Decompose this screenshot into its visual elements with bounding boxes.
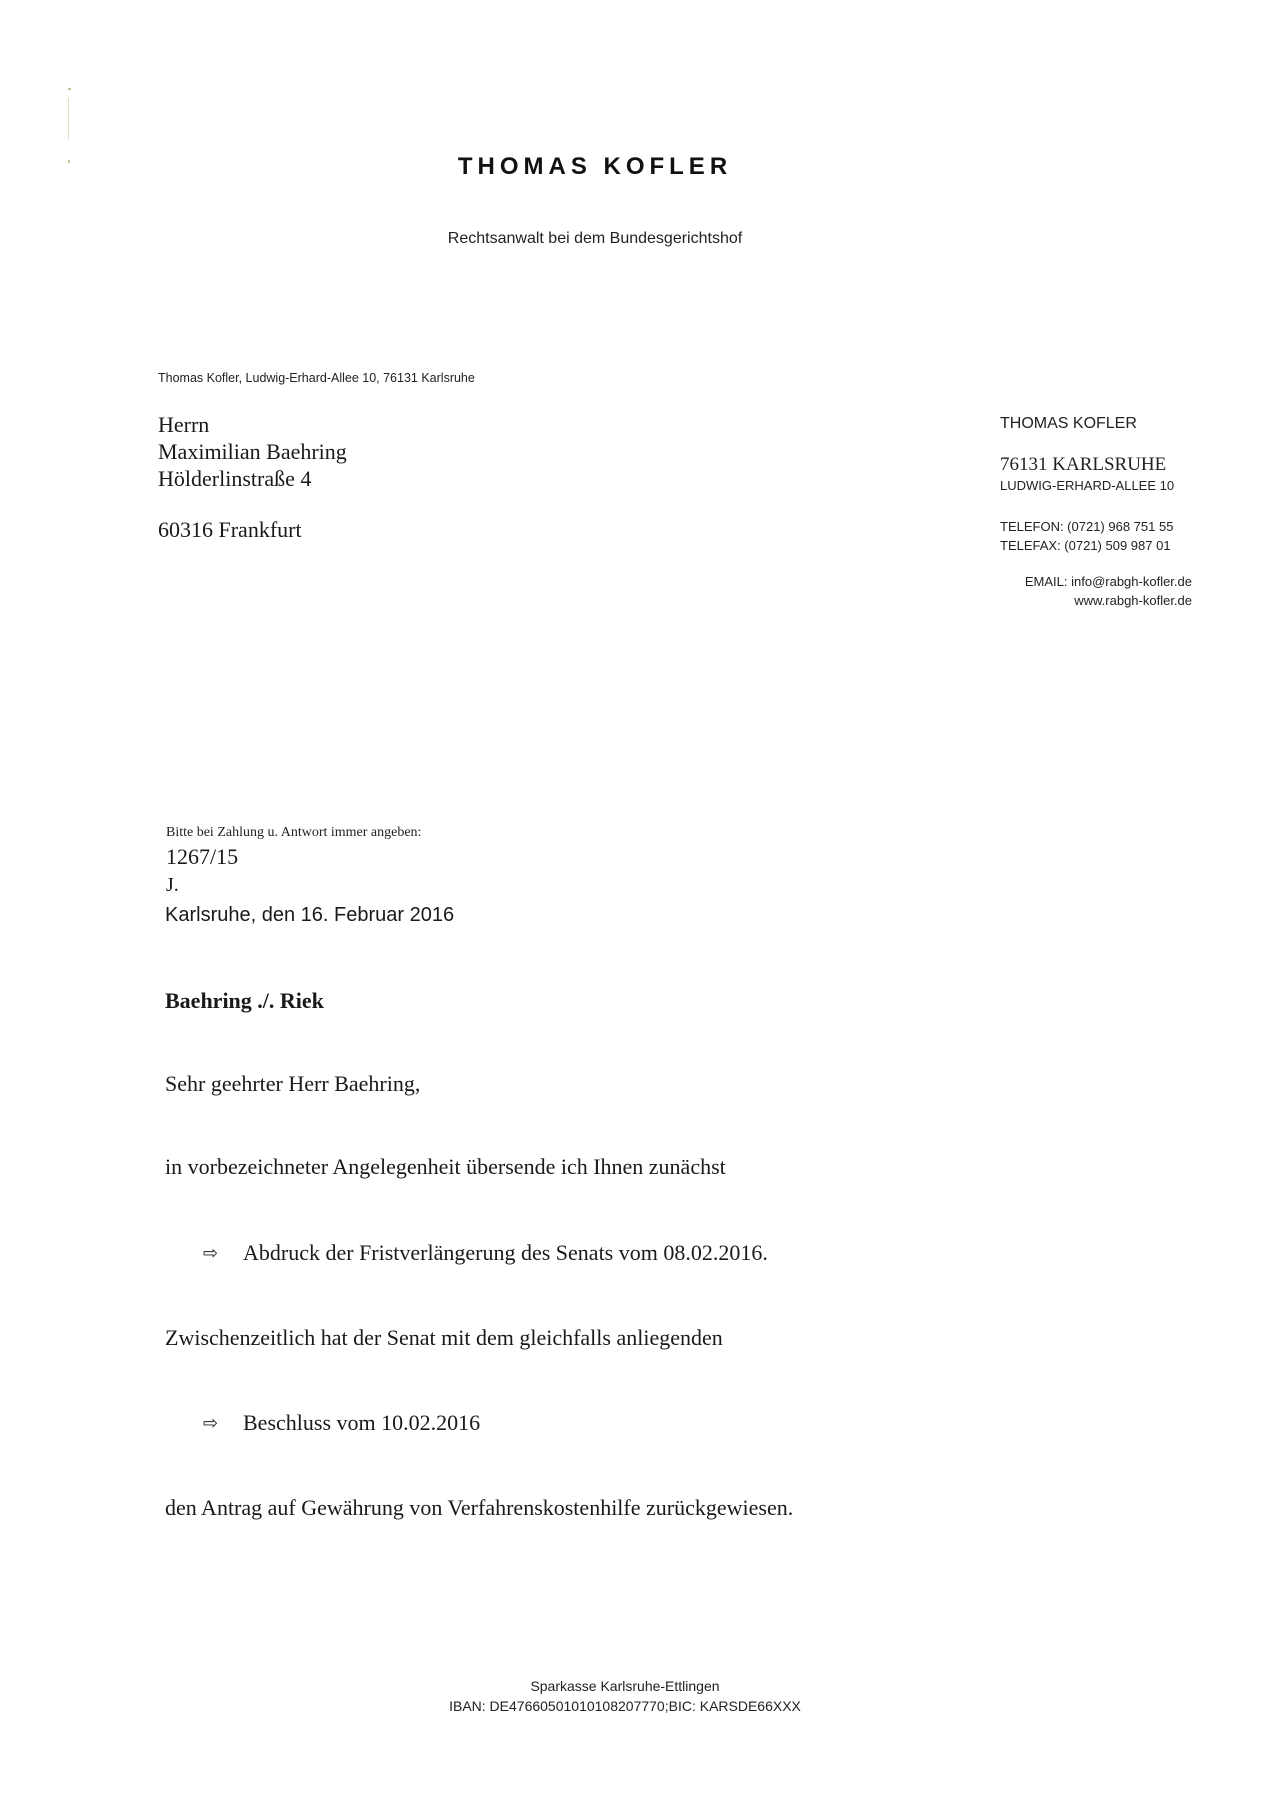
sender-street: LUDWIG-ERHARD-ALLEE 10	[1000, 478, 1175, 493]
letterhead-name: THOMAS KOFLER	[457, 153, 733, 180]
sender-phone: TELEFON: (0721) 968 751 55	[1000, 519, 1174, 534]
body-paragraph-1: in vorbezeichneter Angelegenheit übersende ich Ihnen zunächst	[165, 1154, 726, 1179]
enclosure-item-2-text: Beschluss vom 10.02.2016	[243, 1410, 481, 1435]
date-line: Karlsruhe, den 16. Februar 2016	[165, 904, 455, 926]
enclosure-item-2	[203, 1410, 480, 1436]
enclosure-item-1	[203, 1240, 768, 1266]
scan-mark	[68, 88, 71, 90]
sender-return-address: Thomas Kofler, Ludwig-Erhard-Allee 10, 76131 Karlsruhe	[158, 371, 475, 385]
recipient-name: Maximilian Baehring	[158, 439, 347, 464]
arrow-right-icon: ⇨	[203, 1242, 219, 1264]
scan-mark	[68, 98, 69, 140]
reference-initial: J.	[166, 874, 179, 896]
sender-email: EMAIL: info@rabgh-kofler.de	[1024, 574, 1192, 589]
sender-contact	[1000, 572, 1192, 610]
letter-greeting: Sehr geehrter Herr Baehring,	[165, 1071, 421, 1096]
recipient-city: 60316 Frankfurt	[158, 517, 302, 542]
sender-info-block	[1000, 415, 1200, 610]
reference-hint: Bitte bei Zahlung u. Antwort immer angeben:	[166, 825, 422, 840]
recipient-address	[158, 411, 347, 543]
letterhead-subtitle: Rechtsanwalt bei dem Bundesgerichtshof	[447, 230, 743, 247]
sender-fax: TELEFAX: (0721) 509 987 01	[1000, 538, 1171, 553]
body-paragraph-3: den Antrag auf Gewährung von Verfahrenskostenhilfe zurückgewiesen.	[165, 1495, 794, 1520]
sender-name: THOMAS KOFLER	[1000, 415, 1137, 432]
enclosure-item-1-text: Abdruck der Fristverlängerung des Senats vom 08.02.2016.	[243, 1240, 768, 1265]
bank-name: Sparkasse Karlsruhe-Ettlingen	[530, 1678, 720, 1694]
reference-number: 1267/15	[166, 844, 239, 869]
bank-footer	[0, 1676, 1250, 1716]
body-paragraph-2: Zwischenzeitlich hat der Senat mit dem gleichfalls anliegenden	[165, 1325, 723, 1350]
bank-iban: IBAN: DE47660501010108207770;BIC: KARSDE66XXX	[449, 1698, 801, 1714]
recipient-salutation: Herrn	[158, 412, 210, 437]
letter-subject: Baehring ./. Riek	[165, 988, 324, 1013]
sender-website: www.rabgh-kofler.de	[1074, 593, 1192, 608]
arrow-right-icon: ⇨	[203, 1412, 219, 1434]
sender-city: 76131 KARLSRUHE	[1000, 454, 1167, 475]
recipient-street: Hölderlinstraße 4	[158, 466, 312, 491]
sender-phone-fax	[1000, 517, 1200, 555]
